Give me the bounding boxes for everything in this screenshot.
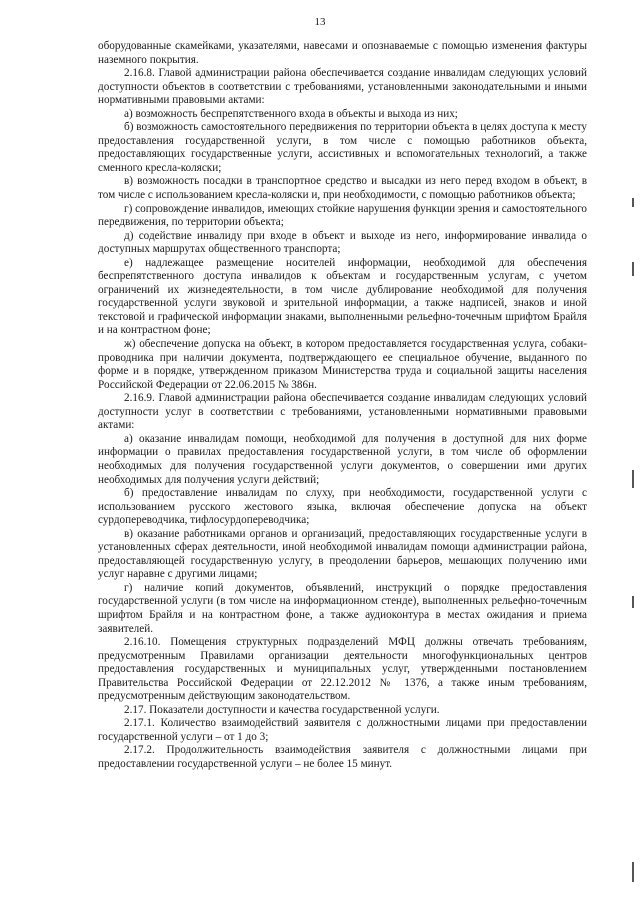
list-item-v: в) возможность посадки в транспортное средство и высадки из него перед входом в объект, в том числе с использованием кресла-коляски и, при необходимости, с помощью работников объекта;: [98, 175, 587, 202]
scan-mark: [632, 596, 634, 608]
paragraph-2-16-8: 2.16.8. Главой администрации района обеспечивается создание инвалидам следующих условий доступности объектов в соответствии с требованиями, установленными законодательными и иными нормативными правовыми актами:: [98, 67, 587, 107]
list-item-b: б) возможность самостоятельного передвижения по территории объекта в целях доступа к месту предоставления государственной услуги, в том числе с помощью работников объекта, предоставляющих государственные услуги, ассистивных и вспомогательных технологий, а также сменного кресла-коляски;: [98, 121, 587, 174]
document-body: [98, 40, 587, 772]
paragraph-2-17-1: 2.17.1. Количество взаимодействий заявителя с должностными лицами при предоставлении государственной услуги – от 1 до 3;: [98, 717, 587, 743]
list-item-a: а) возможность беспрепятственного входа в объекты и выхода из них;: [124, 107, 458, 120]
paragraph-2-17: 2.17. Показатели доступности и качества государственной услуги.: [124, 703, 440, 716]
list-item-e: е) надлежащее размещение носителей информации, необходимой для обеспечения беспрепятственного доступа инвалидов к объектам и государственным услугам, с учетом ограничений их жизнедеятельности, в том числе дублирование необходимой для получения государственной услуги звуковой и зрительной информации, а также надписей, знаков и иной текстовой и графической информации знаками, выполненными рельефно-точечным шрифтом Брайля и на контрастном фоне;: [98, 256, 587, 337]
list-item-g: г) сопровождение инвалидов, имеющих стойкие нарушения функции зрения и самостоятельного передвижения, по территории объекта;: [98, 202, 587, 229]
scan-mark: [632, 862, 634, 882]
paragraph-facilities-continuation: оборудованные скамейками, указателями, навесами и опознаваемые с помощью изменения фактуры наземного покрытия.: [98, 40, 587, 66]
paragraph-2-16-9: 2.16.9. Главой администрации района обеспечивается создание инвалидам следующих условий доступности услуг в соответствии с требованиями, установленными нормативными правовыми актами:: [98, 392, 587, 432]
list-item-a-2: а) оказание инвалидам помощи, необходимой для получения в доступной для них форме информации о правилах предоставления государственной услуги, в том числе об оформлении необходимых для получения государственной услуги документов, о совершении ими других необходимых для получения услуги действий;: [98, 432, 587, 486]
list-item-b-2: б) предоставление инвалидам по слуху, при необходимости, государственной услуги с использованием русского жестового языка, включая обеспечение допуска на объект сурдопереводчика, тифлосурдопереводчика;: [98, 487, 587, 527]
page-number: 13: [314, 16, 326, 28]
list-item-d: д) содействие инвалиду при входе в объект и выходе из него, информирование инвалида о доступных маршрутах общественного транспорта;: [98, 229, 587, 256]
list-item-g-2: г) наличие копий документов, объявлений, инструкций о порядке предоставления государственной услуги (в том числе на информационном стенде), выполненных рельефно-точечным шрифтом Брайля и на контрастном фоне, а также аудиоконтура в местах ожидания и приема заявителей.: [98, 581, 587, 635]
paragraph-2-17-2: 2.17.2. Продолжительность взаимодействия заявителя с должностными лицами при предоставлении государственной услуги – не более 15 минут.: [98, 744, 587, 770]
scan-mark: [632, 198, 634, 207]
list-item-zh: ж) обеспечение допуска на объект, в котором предоставляется государственная услуга, собаки-проводника при наличии документа, подтверждающего ее специальное обучение, выданного по форме и в порядке, утвержденном приказом Министерства труда и социальной защиты населения Российской Федерации от 22.06.2015 № 386н.: [98, 338, 587, 391]
list-item-v-2: в) оказание работниками органов и организаций, предоставляющих государственные услуги в установленных сферах деятельности, иной необходимой инвалидам помощи администрации района, предоставляющей государственную услугу, в преодолении барьеров, мешающих получению ими услуг наравне с другими лицами;: [98, 527, 587, 581]
paragraph-2-16-10: 2.16.10. Помещения структурных подразделений МФЦ должны отвечать требованиям, предусмотренным Правилами организации деятельности многофункциональных центров предоставления государственных и муниципальных услуг, утвержденными постановлением Правительства Российской Федерации от 22.12.2012 № 1376, а также иным требованиям, предусмотренным действующим законодательством.: [98, 636, 587, 703]
scan-mark: [632, 470, 634, 488]
scan-mark: [632, 262, 634, 276]
